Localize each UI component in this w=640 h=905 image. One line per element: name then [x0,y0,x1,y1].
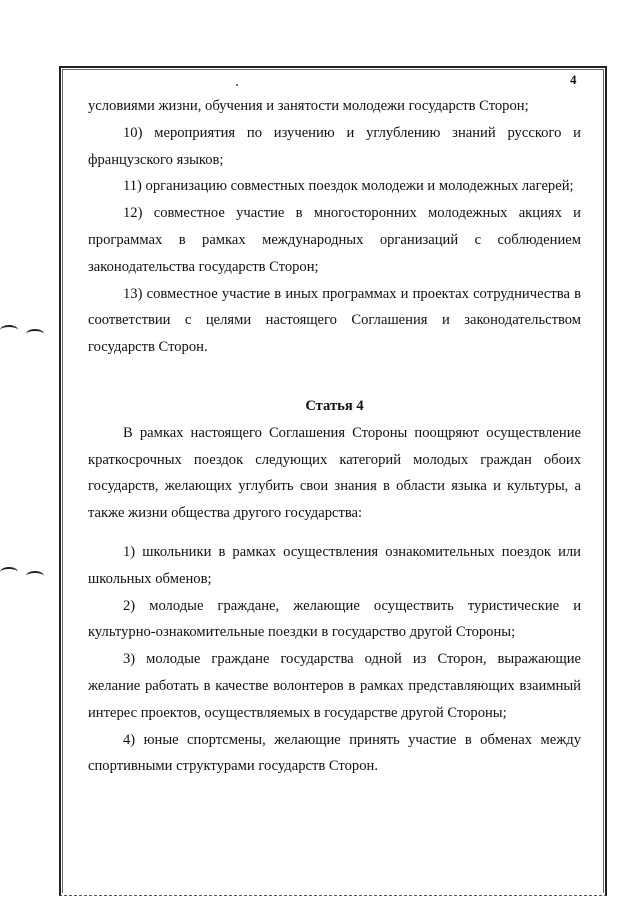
paragraph-continuation: условиями жизни, обучения и занятости молодежи государств Сторон; [88,98,529,114]
scan-speck [236,84,238,86]
punch-hole-mark [26,571,44,581]
article-item-3: 3) молодые граждане государства одной из Сторон, выражающие желание работать в качестве волонтеров в рамках представляющих взаимный интерес проектов, осуществляемых в государстве другой Стороны; [88,651,581,721]
document-body [88,93,581,780]
punch-hole-mark [26,329,44,339]
article-item-2: 2) молодые граждане, желающие осуществить туристические и культурно-ознакомительные поездки в государство другой Стороны; [88,597,581,641]
article-intro: В рамках настоящего Соглашения Стороны поощряют осуществление краткосрочных поездок следующих категорий молодых граждан обоих государств, желающих углубить свои знания в области языка и культуры, а также жизни общества другого государства: [88,424,581,522]
article-item-1: 1) школьники в рамках осуществления ознакомительных поездок или школьных обменов; [88,543,581,587]
list-item-13: 13) совместное участие в иных программах и проектах сотрудничества в соответствии с целями настоящего Соглашения и законодательством государств Сторон. [88,285,581,356]
list-item-10: 10) мероприятия по изучению и углублению знаний русского и французского языков; [88,124,581,168]
punch-hole-mark [0,325,18,335]
page-number: 4 [570,72,577,87]
list-item-12: 12) совместное участие в многосторонних молодежных акциях и программах в рамках международных организаций с соблюдением законодательства государств Сторон; [88,205,581,275]
article-item-4: 4) юные спортсмены, желающие принять участие в обменах между спортивными структурами государств Сторон. [88,731,581,775]
punch-hole-mark [0,567,18,577]
article-heading: Статья 4 [305,397,364,414]
list-item-11: 11) организацию совместных поездок молодежи и молодежных лагерей; [123,178,574,195]
